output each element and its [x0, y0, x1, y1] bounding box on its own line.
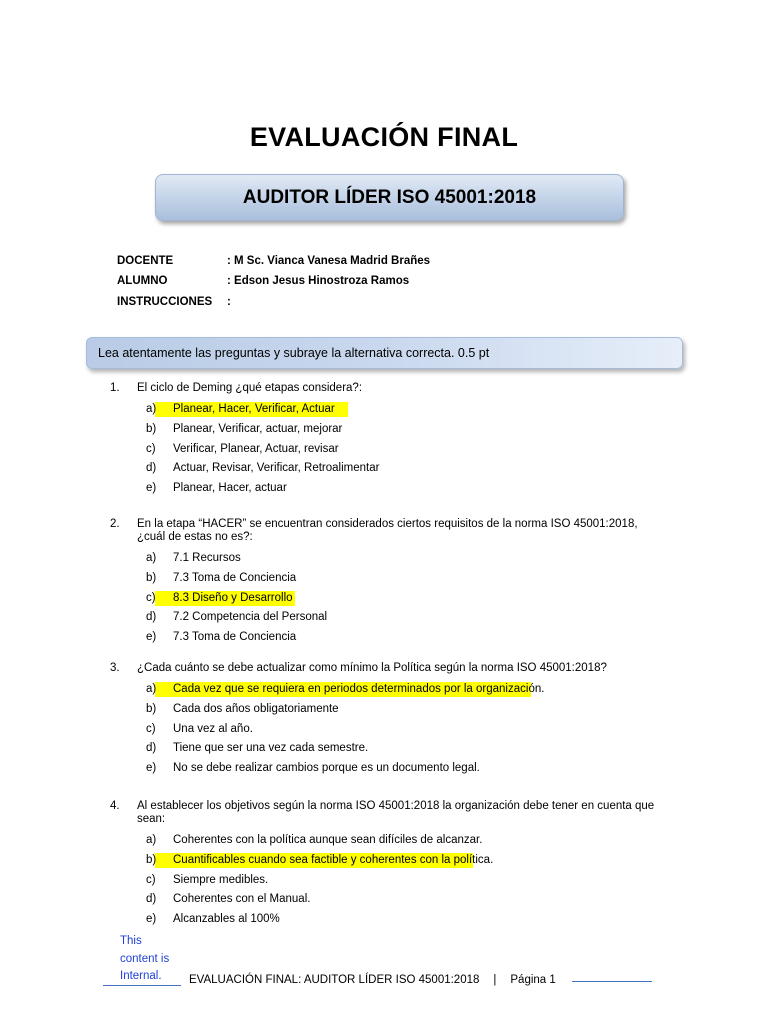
info-label: ALUMNO	[117, 275, 168, 287]
option-letter: c)	[146, 873, 156, 886]
option-letter: b)	[146, 422, 157, 435]
question-number: 4.	[110, 800, 120, 812]
answer-option[interactable]	[0, 912, 768, 927]
classification-label: This content is Internal.	[120, 935, 170, 982]
option-text: Planear, Hacer, Verificar, Actuar	[173, 403, 335, 415]
footer-title: EVALUACIÓN FINAL: AUDITOR LÍDER ISO 45001:2018	[189, 974, 480, 986]
option-text: 8.3 Diseño y Desarrollo	[173, 591, 293, 604]
answer-option[interactable]	[0, 853, 768, 868]
answer-option[interactable]	[0, 422, 768, 437]
document-title: EVALUACIÓN FINAL	[249, 122, 519, 152]
answer-option[interactable]	[0, 461, 768, 476]
answer-option[interactable]	[0, 610, 768, 625]
option-letter: a)	[146, 834, 157, 846]
footer-rule-right	[572, 981, 652, 982]
answer-option[interactable]	[0, 481, 768, 496]
option-letter: d)	[146, 893, 157, 906]
question-number: 2.	[110, 518, 120, 530]
answer-option[interactable]	[0, 722, 768, 737]
option-letter: c)	[146, 442, 156, 455]
subtitle-text: AUDITOR LÍDER ISO 45001:2018	[242, 186, 537, 208]
option-text: Verificar, Planear, Actuar, revisar	[173, 442, 339, 455]
option-text: 7.3 Toma de Conciencia	[173, 571, 297, 584]
question-text: El ciclo de Deming ¿qué etapas considera?:	[137, 382, 363, 394]
option-letter: a)	[146, 552, 157, 564]
option-letter: a)	[146, 683, 157, 695]
option-text: Cada dos años obligatoriamente	[173, 702, 339, 715]
answer-option[interactable]	[0, 402, 768, 417]
option-letter: d)	[146, 742, 157, 755]
info-value: :	[227, 296, 231, 308]
option-text: 7.2 Competencia del Personal	[173, 611, 328, 624]
answer-option[interactable]	[0, 873, 768, 888]
option-text: Alcanzables al 100%	[173, 913, 280, 926]
question-number: 1.	[110, 382, 120, 394]
option-letter: c)	[146, 591, 156, 604]
answer-option[interactable]	[0, 892, 768, 907]
question-number: 3.	[110, 662, 120, 674]
option-letter: c)	[146, 722, 156, 735]
answer-option[interactable]	[0, 761, 768, 776]
option-text: Siempre medibles.	[173, 873, 269, 886]
answer-option[interactable]	[0, 741, 768, 756]
answer-option[interactable]	[0, 591, 768, 606]
answer-option[interactable]	[0, 702, 768, 717]
option-text: Actuar, Revisar, Verificar, Retroalimentar	[173, 462, 380, 475]
footer-separator: |	[493, 974, 497, 986]
option-text: Coherentes con el Manual.	[173, 893, 311, 906]
answer-option[interactable]	[0, 551, 768, 566]
option-letter: e)	[146, 631, 157, 644]
option-letter: e)	[146, 762, 157, 775]
question-text: ¿Cada cuánto se debe actualizar como mínimo la Política según la norma ISO 45001:2018?	[137, 662, 607, 674]
option-text: 7.1 Recursos	[173, 552, 241, 564]
subtitle-banner	[155, 174, 624, 221]
option-text: Cuantificables cuando sea factible y coherentes con la política.	[173, 853, 494, 866]
footer-rule-left	[103, 985, 181, 986]
option-text: Tiene que ser una vez cada semestre.	[173, 742, 369, 755]
option-text: Cada vez que se requiera en periodos determinados por la organización.	[173, 683, 545, 695]
footer	[189, 974, 556, 986]
option-text: Planear, Verificar, actuar, mejorar	[173, 422, 343, 435]
option-letter: e)	[146, 482, 157, 495]
option-letter: d)	[146, 611, 157, 624]
page-number: Página 1	[510, 974, 556, 986]
option-text: Coherentes con la política aunque sean difíciles de alcanzar.	[173, 834, 483, 846]
answer-option[interactable]	[0, 630, 768, 645]
option-text: No se debe realizar cambios porque es un documento legal.	[173, 762, 480, 775]
option-letter: a)	[146, 403, 157, 415]
answer-option[interactable]	[0, 682, 768, 697]
option-text: Una vez al año.	[173, 722, 253, 735]
question-text: En la etapa “HACER” se encuentran considerados ciertos requisitos de la norma ISO 45001:2018, ¿cuál de estas no es?:	[137, 518, 638, 543]
option-letter: b)	[146, 571, 157, 584]
option-text: Planear, Hacer, actuar	[173, 482, 287, 495]
option-text: 7.3 Toma de Conciencia	[173, 631, 297, 644]
instructions-text: Lea atentamente las preguntas y subraye la alternativa correcta. 0.5 pt	[98, 346, 490, 360]
info-label: DOCENTE	[117, 255, 174, 267]
info-value: : Edson Jesus Hinostroza Ramos	[227, 275, 410, 287]
option-letter: d)	[146, 462, 157, 475]
answer-option[interactable]	[0, 442, 768, 457]
option-letter: e)	[146, 913, 157, 926]
option-letter: b)	[146, 702, 157, 715]
option-letter: b)	[146, 853, 157, 866]
answer-option[interactable]	[0, 571, 768, 586]
instructions-banner	[86, 337, 683, 369]
info-label: INSTRUCCIONES	[117, 296, 213, 308]
info-value: : M Sc. Vianca Vanesa Madrid Brañes	[227, 255, 431, 267]
question-text: Al establecer los objetivos según la norma ISO 45001:2018 la organización debe tener en cuenta que sean:	[137, 800, 655, 825]
answer-option[interactable]	[0, 833, 768, 848]
